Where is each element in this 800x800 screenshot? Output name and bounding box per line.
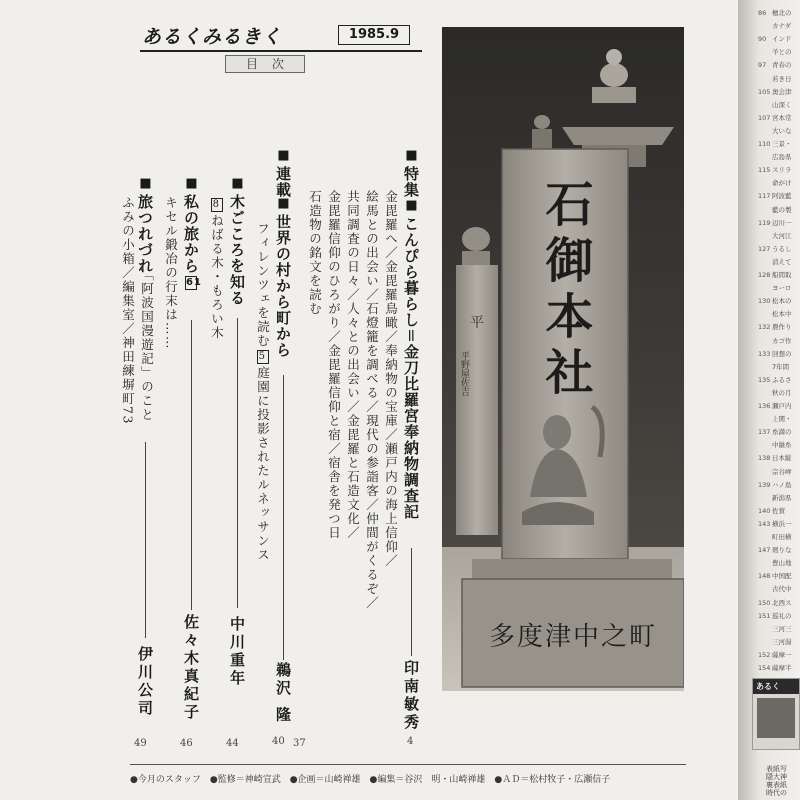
next-page-toc-number: 115 xyxy=(758,166,771,175)
next-page-toc-item xyxy=(758,467,800,476)
rensai-title: 世界の村から町から xyxy=(274,214,292,358)
episode-number: 8 xyxy=(211,198,223,212)
next-page-toc-text: 松本中 xyxy=(772,310,792,319)
next-page-toc-item xyxy=(758,113,800,122)
next-page-toc-text: 上関・ xyxy=(772,415,792,424)
next-page-toc-item xyxy=(758,427,800,436)
next-page-toc-item xyxy=(758,532,800,541)
next-page-toc-item xyxy=(758,624,800,633)
next-page-toc-text: 宗谷岬 xyxy=(772,467,792,476)
rensai-author: 鵜沢 隆 xyxy=(274,662,292,725)
next-page-toc-item xyxy=(758,152,800,161)
next-page-toc-item xyxy=(758,401,800,410)
next-page-toc-item xyxy=(758,205,800,214)
leader-line xyxy=(237,318,238,608)
feature-line-3: 共同調査の日々／人々との出会い／金毘羅と石造文化／ xyxy=(345,190,361,540)
next-page-toc-text: 古代中 xyxy=(772,585,792,594)
rensai-page-1: 40 xyxy=(272,736,285,747)
next-page-toc-text: 藍の製 xyxy=(772,205,792,214)
feature-heading xyxy=(403,148,418,520)
next-page-toc-item xyxy=(758,309,800,318)
next-page-toc-item xyxy=(758,231,800,240)
square-bullet-icon: ■ xyxy=(184,176,199,192)
next-page-toc-text: インド xyxy=(772,35,792,44)
next-page-toc-text: 消えて xyxy=(772,257,792,266)
next-page-toc-text: 農作り xyxy=(772,323,792,332)
next-page-toc-item xyxy=(758,283,800,292)
next-page-toc-number: 132 xyxy=(758,323,771,332)
cover-image xyxy=(757,698,795,738)
next-page-toc-text: 大河江 xyxy=(772,231,792,240)
next-page-toc-text: 回想の xyxy=(772,349,792,358)
next-page-toc-number: 151 xyxy=(758,611,771,620)
next-page-toc-number: 97 xyxy=(758,61,767,70)
square-bullet-icon: ■ xyxy=(404,148,419,164)
next-page-toc-number: 148 xyxy=(758,572,771,581)
next-page-toc-number: 139 xyxy=(758,480,771,489)
next-page-toc-text: 新潟県 xyxy=(772,493,792,502)
next-page-toc-item xyxy=(758,165,800,174)
kigokoro-heading xyxy=(229,176,244,306)
next-page-toc-item xyxy=(758,362,800,371)
next-page-toc-text: 北西ス xyxy=(772,598,792,607)
next-page-toc-item xyxy=(758,545,800,554)
feature-line-4: 金毘羅信仰のひろがり／金毘羅信仰と宿／宿舎を発つ日 xyxy=(326,190,342,540)
next-page-toc-number: 137 xyxy=(758,428,771,437)
next-page-toc-text: 薩摩一 xyxy=(772,650,792,659)
magazine-title: あるくみるきく xyxy=(142,26,283,48)
next-page-toc-number: 105 xyxy=(758,87,771,96)
next-page-toc-item xyxy=(758,571,800,580)
next-page-toc-text: 三景・ xyxy=(772,140,792,148)
next-page-bottom-2: 隠大神 xyxy=(766,773,787,781)
next-page-toc-number: 119 xyxy=(758,218,771,227)
next-page-toc-item xyxy=(758,336,800,345)
next-page-toc-text: 檀北の xyxy=(772,9,792,17)
tabizure-page: 49 xyxy=(134,738,147,749)
staff-credits: ●今月のスタッフ ●監修＝神崎宣武 ●企画＝山崎禅雄 ●編集＝谷沢 明・山崎禅雄 ●ＡＤ＝松村牧子・広瀬信子 xyxy=(130,775,611,785)
next-page-toc-item xyxy=(758,8,800,17)
issue-number: 1985.9 xyxy=(338,25,410,45)
next-page-toc-text: ハノ島 xyxy=(772,480,792,489)
next-page-toc-text: スリラ xyxy=(772,166,792,175)
rensai-heading xyxy=(275,148,290,198)
episode-number: 61 xyxy=(186,277,202,288)
episode-number: 5 xyxy=(257,350,269,364)
kigokoro-page: 44 xyxy=(226,738,239,749)
next-page-toc-item xyxy=(758,349,800,358)
next-page-toc-number: 152 xyxy=(758,650,771,659)
square-bullet-icon: ■ xyxy=(138,176,153,192)
next-page-toc-text: 7年間 xyxy=(772,362,790,371)
next-page-toc-number: 140 xyxy=(758,506,771,515)
square-bullet-icon: ■ xyxy=(276,148,291,164)
feature-line-2: 絵馬との出会い／石燈籠を調べる／現代の参詣客／仲間がくるぞ／ xyxy=(364,190,380,610)
pillar-inscription xyxy=(537,179,593,403)
shrine-stone-photo xyxy=(442,27,684,691)
next-page-toc-text: 豊山地 xyxy=(772,559,792,568)
rensai-title-block xyxy=(275,196,290,358)
next-page-toc-item xyxy=(758,388,800,397)
next-page-toc-item xyxy=(758,375,800,384)
next-page-toc-item xyxy=(758,34,800,43)
next-page-toc-item xyxy=(758,139,800,148)
next-page-cover-thumbnail xyxy=(752,678,800,750)
next-page-toc-item xyxy=(758,218,800,227)
tabizure-line-2: ふみの小箱／編集室／神田練塀町73 xyxy=(120,196,136,425)
cover-title: あるく xyxy=(753,679,799,694)
next-page-toc-item xyxy=(758,506,800,515)
next-page-toc-text: 中国配 xyxy=(772,572,792,581)
next-page-toc-text: 若き日 xyxy=(772,74,792,83)
watashi-heading xyxy=(182,176,202,292)
next-page-toc-item xyxy=(758,21,800,30)
next-page-toc-number: 147 xyxy=(758,546,771,555)
next-page-toc-item xyxy=(758,270,800,279)
next-page-toc-number: 127 xyxy=(758,244,771,253)
feature-author: 印南敏秀 xyxy=(402,660,420,732)
kigokoro-author: 中川重年 xyxy=(228,616,246,688)
next-page-toc-text: 佐賀 xyxy=(772,506,785,515)
next-page-toc-number: 128 xyxy=(758,271,771,279)
next-page-toc-number: 133 xyxy=(758,349,771,358)
svg-text:平野屋佐吉: 平野屋佐吉 xyxy=(459,351,469,396)
next-page-toc-text: 辺川一 xyxy=(772,218,792,227)
next-page-toc-text: 中継糸 xyxy=(772,441,792,450)
next-page-toc-item xyxy=(758,611,800,620)
next-page-toc-number: 110 xyxy=(758,140,771,148)
svg-text:石御本社: 石御本社 xyxy=(537,179,593,403)
next-page-toc-text: 松本の xyxy=(772,297,792,306)
next-page-toc-item xyxy=(758,598,800,607)
next-page-toc-item xyxy=(758,74,800,83)
leader-line xyxy=(283,375,284,660)
next-page-bottom-4: 時代の xyxy=(766,789,787,797)
next-page-toc-item xyxy=(758,584,800,593)
next-page-toc-text: 三河三 xyxy=(772,624,792,633)
feature-label: 特集 xyxy=(402,166,420,198)
stone-monument-illustration xyxy=(442,27,684,691)
next-page-toc-text: 命がけ xyxy=(772,179,792,188)
next-page-toc-item xyxy=(758,558,800,567)
next-page-toc-number: 154 xyxy=(758,664,771,672)
next-page-toc-item xyxy=(758,191,800,200)
feature-title: こんぴら暮らし＝金刀比羅宮奉納物調査記 xyxy=(402,216,420,521)
next-page-toc-text: 瀬戸内 xyxy=(772,402,792,410)
next-page-toc-item xyxy=(758,663,800,672)
next-page-toc-text: 奥会津 xyxy=(772,87,792,96)
left-stone-inscription-2 xyxy=(459,351,470,397)
next-page-toc-text: 町田横 xyxy=(772,533,792,541)
next-page-toc-item xyxy=(758,60,800,69)
feature-line-5: 石造物の銘文を読む xyxy=(307,190,323,316)
tabizure-heading xyxy=(137,176,152,274)
footer-rule xyxy=(130,764,686,765)
next-page-toc-text: ヨーロ xyxy=(772,284,792,293)
watashi-page: 46 xyxy=(180,738,193,749)
next-page-toc-item xyxy=(758,47,800,56)
leader-line xyxy=(145,442,146,638)
next-page-toc-item xyxy=(758,453,800,462)
next-page-toc-text: 三河湯 xyxy=(772,637,792,646)
square-bullet-icon: ■ xyxy=(230,176,245,192)
next-page-bottom-1: 表紙写 xyxy=(766,765,787,773)
next-page-toc-item xyxy=(758,87,800,96)
next-page-toc-number: 150 xyxy=(758,598,771,607)
next-page-toc-text: 青春の xyxy=(772,61,792,70)
next-page-toc-number: 136 xyxy=(758,402,771,410)
tabizure-title: 旅つれづれ xyxy=(136,194,154,274)
next-page-toc-text: 阿波藍 xyxy=(772,192,792,201)
rensai-page-2: 37 xyxy=(293,738,306,749)
left-stone-inscription-1: 平 xyxy=(470,315,484,331)
next-page-toc-text: 巡礼の xyxy=(772,611,792,620)
next-page-toc-text: 船間取 xyxy=(772,271,792,279)
rensai-label: 連載 xyxy=(274,166,292,198)
next-page-toc-item xyxy=(758,519,800,528)
watashi-line: キセル鍛冶の行末は…… xyxy=(163,196,179,350)
next-page-toc-item xyxy=(758,440,800,449)
next-page-toc-item xyxy=(758,257,800,266)
next-page-toc-number: 138 xyxy=(758,454,771,463)
next-page-toc-number: 86 xyxy=(758,9,767,17)
next-page-toc-text: カナダ xyxy=(772,22,792,31)
square-bullet-icon: ■ xyxy=(404,198,419,214)
next-page-toc-text: 山深く xyxy=(772,100,792,109)
next-page-toc-text: 横浜一 xyxy=(772,519,792,528)
tabizure-line-1: 「阿波国漫遊記」のこと xyxy=(139,268,155,422)
next-page-toc-item xyxy=(758,414,800,423)
next-page-toc-text: カゴ作 xyxy=(772,336,792,345)
next-page-toc-item xyxy=(758,178,800,187)
base-inscription xyxy=(489,622,657,652)
next-page-toc-item xyxy=(758,480,800,489)
next-page-toc-item xyxy=(758,650,800,659)
next-page-toc-item xyxy=(758,493,800,502)
watashi-author: 佐々木真紀子 xyxy=(182,614,200,722)
kigokoro-title: 木ごころを知る xyxy=(228,194,246,306)
next-page-toc-number: 90 xyxy=(758,35,767,44)
next-page-toc-text: 薩摩半 xyxy=(772,664,792,672)
next-page-toc-number: 107 xyxy=(758,113,771,122)
next-page-bottom-3: 裏表紙 xyxy=(766,781,787,789)
next-page-toc-text: ふるさ xyxy=(772,375,792,384)
next-page-toc-item xyxy=(758,126,800,135)
next-page-toc-item xyxy=(758,322,800,331)
next-page-toc-text: 秋の月 xyxy=(772,388,792,397)
tabizure-author: 伊川公司 xyxy=(136,646,154,718)
next-page-toc-number: 117 xyxy=(758,192,771,201)
kigokoro-line: 8ねばる木・もろい木 xyxy=(209,199,225,340)
next-page-toc-item xyxy=(758,637,800,646)
next-page-toc-number: 143 xyxy=(758,519,771,528)
next-page-toc-number: 135 xyxy=(758,375,771,384)
next-page-toc-text: 大いな xyxy=(772,126,792,135)
toc-banner: 目次 xyxy=(225,55,305,73)
next-page-toc-text: 宮本常 xyxy=(772,113,792,122)
header-rule xyxy=(140,50,422,52)
watashi-title: 私の旅から xyxy=(182,194,200,274)
feature-line-1: 金毘羅へ／金毘羅鳥瞰／奉納物の宝庫／瀬戸内の海上信仰／ xyxy=(383,190,399,568)
square-bullet-icon: ■ xyxy=(276,196,291,212)
next-page-toc-text: 広島県 xyxy=(772,153,792,162)
leader-line xyxy=(191,320,192,610)
feature-page: 4 xyxy=(407,736,414,747)
next-page-toc-text: 糸満の xyxy=(772,428,792,437)
rensai-line: フィレンツェを読む5庭園に投影されたルネッサンス xyxy=(255,222,271,562)
next-page-toc-number: 130 xyxy=(758,297,771,306)
next-page-toc-item xyxy=(758,244,800,253)
next-page-toc-text: 日本縦 xyxy=(772,454,792,463)
next-page-toc-text: 廻りな xyxy=(772,546,792,555)
svg-text:町之中津度多: 町之中津度多 xyxy=(488,622,658,652)
next-page-toc-item xyxy=(758,100,800,109)
next-page-toc-text: 羊との xyxy=(772,48,792,57)
next-page-toc-item xyxy=(758,296,800,305)
next-page-toc-text: うるし xyxy=(772,244,792,253)
leader-line xyxy=(411,548,412,656)
